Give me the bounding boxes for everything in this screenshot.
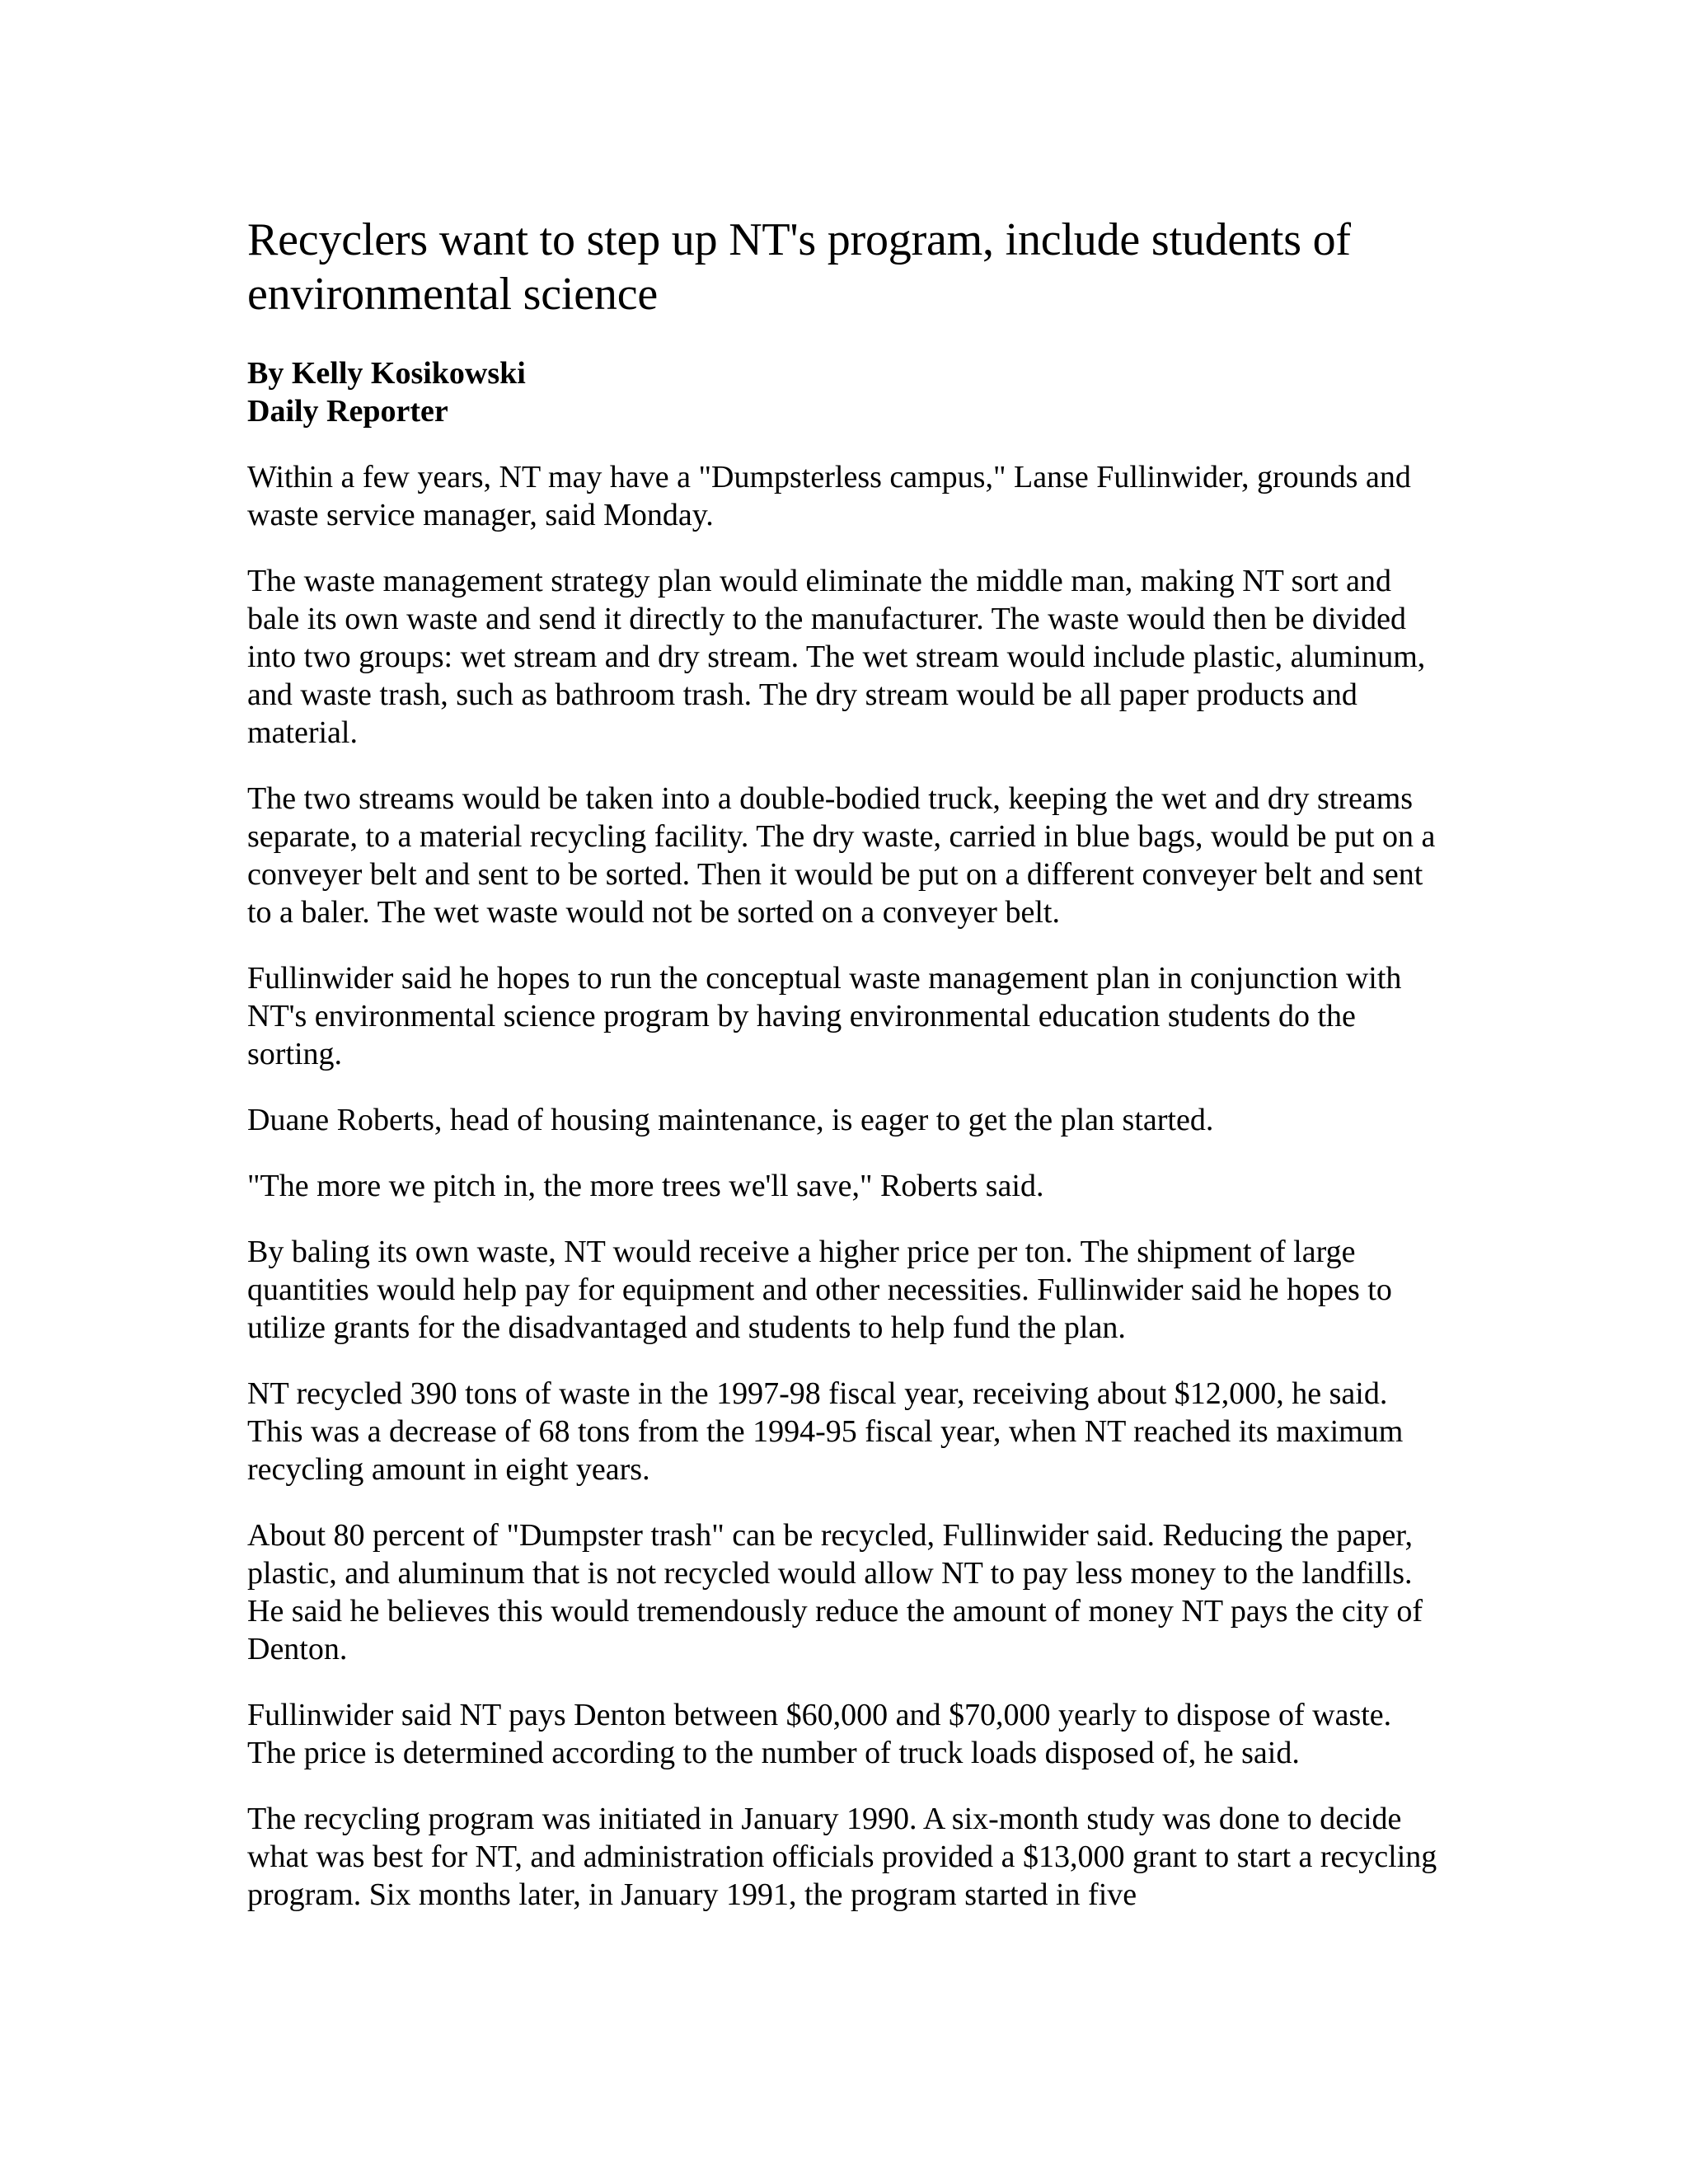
author-name: By Kelly Kosikowski xyxy=(247,356,526,391)
paragraph-2: The waste management strategy plan would eliminate the middle man, making NT sort and bale its own waste and send it directly to the manufacturer. The waste would then be divided into two groups: wet stream and dry stream. The wet stream would include plastic, aluminum, and waste trash, such as bathroom trash. The dry stream would be all paper products and material. xyxy=(247,564,1426,750)
paragraph-10: Fullinwider said NT pays Denton between $60,000 and $70,000 yearly to dispose of waste. The price is determined according to the number of truck loads disposed of, he said. xyxy=(247,1698,1392,1770)
paragraph-3: The two streams would be taken into a double-bodied truck, keeping the wet and dry streams separate, to a material recycling facility. The dry waste, carried in blue bags, would be put on a conveyer belt and sent to be sorted. Then it would be put on a different conveyer belt and sent to a baler. The wet waste would not be sorted on a conveyer belt. xyxy=(247,781,1436,930)
paragraph-6: "The more we pitch in, the more trees we'll save," Roberts said. xyxy=(247,1169,1044,1203)
paragraph-5: Duane Roberts, head of housing maintenance, is eager to get the plan started. xyxy=(247,1103,1214,1137)
paragraph-1: Within a few years, NT may have a "Dumpsterless campus," Lanse Fullinwider, grounds and waste service manager, said Monday. xyxy=(247,460,1411,532)
paragraph-11: The recycling program was initiated in January 1990. A six-month study was done to decide what was best for NT, and administration officials provided a $13,000 grant to start a recycling program. Six months later, in January 1991, the program started in five xyxy=(247,1802,1437,1912)
article xyxy=(247,213,1442,1942)
paragraph-4: Fullinwider said he hopes to run the conceptual waste management plan in conjunction with NT's environmental science program by having environmental education students do the sorting. xyxy=(247,961,1402,1071)
paragraph-8: NT recycled 390 tons of waste in the 1997-98 fiscal year, receiving about $12,000, he said. This was a decrease of 68 tons from the 1994-95 fiscal year, when NT reached its maximum recycling amount in eight years. xyxy=(247,1376,1404,1487)
byline xyxy=(247,354,1442,430)
paragraph-9: About 80 percent of "Dumpster trash" can be recycled, Fullinwider said. Reducing the paper, plastic, and aluminum that is not recycled would allow NT to pay less money to the landfills. He said he believes this would tremendously reduce the amount of money NT pays the city of Denton. xyxy=(247,1518,1423,1666)
author-title: Daily Reporter xyxy=(247,394,448,429)
headline: Recyclers want to step up NT's program, include students of environmental science xyxy=(247,214,1351,320)
paragraph-7: By baling its own waste, NT would receive a higher price per ton. The shipment of large quantities would help pay for equipment and other necessities. Fullinwider said he hopes to utilize grants for the disadvantaged and students to help fund the plan. xyxy=(247,1235,1392,1345)
